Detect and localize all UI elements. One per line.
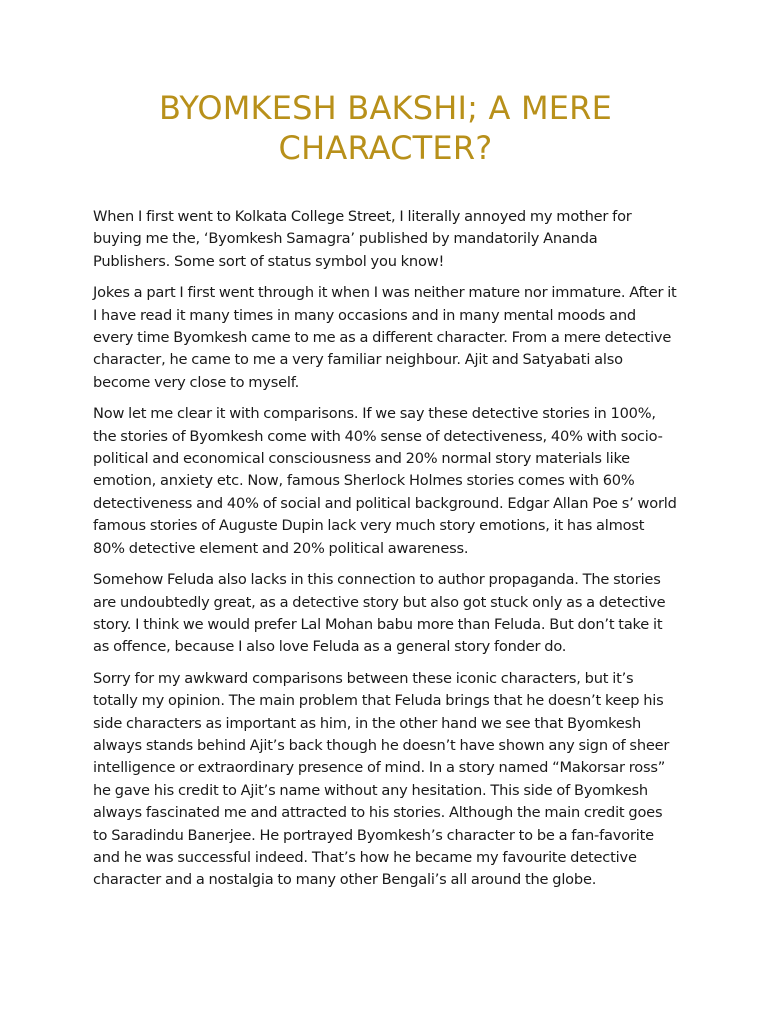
paragraph-intro: When I first went to Kolkata College Street, I literally annoyed my mother for buying me the, ‘Byomkesh Samagra’ published by mandatorily Ananda Publishers. Some sort of status symbol you know!: [93, 208, 632, 270]
paragraph-jokes-apart: Jokes a part I first went through it when I was neither mature nor immature. After it I have read it many times in many occasions and in many mental moods and every time Byomkesh came to me as a different character. From a mere detective character, he came to me a very familiar neighbour. Ajit and Satyabati also become very close to myself.: [93, 284, 677, 391]
paragraph-feluda: Somehow Feluda also lacks in this connection to author propaganda. The stories are undoubtedly great, as a detective story but also got stuck only as a detective story. I think we would prefer Lal Mohan babu more than Feluda. But don’t take it as offence, because I also love Feluda as a general story fonder do.: [93, 571, 666, 656]
paragraph-comparisons: Now let me clear it with comparisons. If we say these detective stories in 100%, the stories of Byomkesh come with 40% sense of detectiveness, 40% with socio-political and economical consciousness and 20% normal story materials like emotion, anxiety etc. Now, famous Sherlock Holmes stories comes with 60% detectiveness and 40% of social and political background. Edgar Allan Poe s’ world famous stories of Auguste Dupin lack very much story emotions, it has almost 80% detective element and 20% political awareness.: [93, 405, 677, 557]
title-line-1: BYOMKESH BAKSHI; A MERE: [158, 89, 613, 127]
paragraph-conclusion: Sorry for my awkward comparisons between these iconic characters, but it’s totally my opinion. The main problem that Feluda brings that he doesn’t keep his side characters as important as him, in the other hand we see that Byomkesh always stands behind Ajit’s back though he doesn’t have shown any sign of sheer intelligence or extraordinary presence of mind. In a story named “Makorsar ross” he gave his credit to Ajit’s name without any hesitation. This side of Byomkesh always fascinated me and attracted to his stories. Although the main credit goes to Saradindu Banerjee. He portrayed Byomkesh’s character to be a fan-favorite and he was successful indeed. That’s how he became my favourite detective character and a nostalgia to many other Bengali’s all around the globe.: [93, 669, 670, 889]
title-line-2: CHARACTER?: [278, 129, 493, 167]
document-title: [93, 88, 678, 168]
